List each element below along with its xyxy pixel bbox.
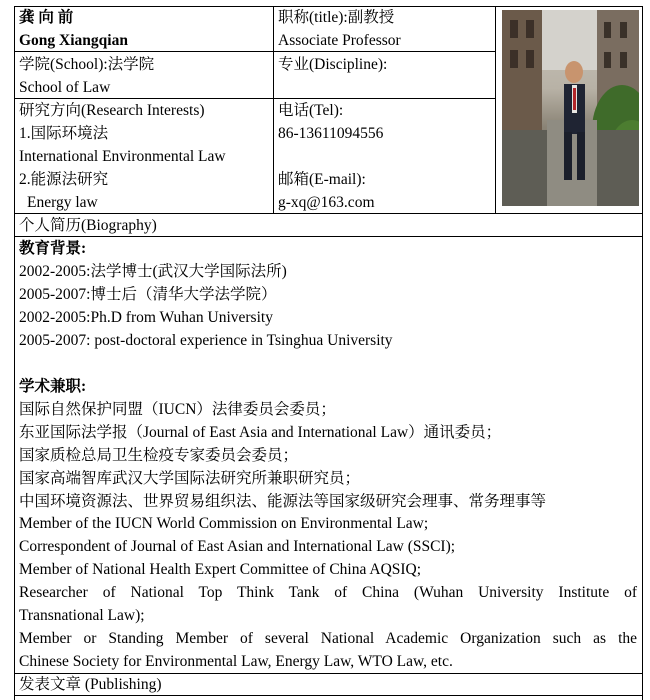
research-item-3: 2.能源法研究 <box>19 171 109 188</box>
academic-item-2: 东亚国际法学报（Journal of East Asia and International Law）通讯委员； <box>19 424 502 441</box>
biography-label: 个人简历(Biography) <box>19 217 157 234</box>
academic-item-1: 国际自然保护同盟（IUCN）法律委员会委员； <box>19 401 336 418</box>
academic-item-12: Chinese Society for Environmental Law, Energy Law, WTO Law, etc. <box>19 653 453 670</box>
discipline-label: 专业(Discipline): <box>278 56 388 73</box>
research-item-2: International Environmental Law <box>19 148 226 165</box>
academic-item-9: Researcher of National Top Think Tank of China (Wuhan University Institute of <box>19 584 637 601</box>
tel-label: 电话(Tel): <box>278 102 344 119</box>
email-label: 邮箱(E-mail): <box>278 171 366 188</box>
education-item-1: 2002-2005:法学博士(武汉大学国际法所) <box>19 263 287 280</box>
email-value: g-xq@163.com <box>278 194 375 211</box>
research-item-4: Energy law <box>27 194 98 211</box>
academic-item-4: 国家高端智库武汉大学国际法研究所兼职研究员； <box>19 470 361 487</box>
school-label: 学院(School):法学院 <box>19 56 155 73</box>
research-label: 研究方向(Research Interests) <box>19 102 205 119</box>
name-cn: 龚 向 前 <box>19 9 74 26</box>
tel-value: 86-13611094556 <box>278 125 384 142</box>
academic-item-3: 国家质检总局卫生检疫专家委员会委员； <box>19 447 299 464</box>
name-en: Gong Xiangqian <box>19 32 128 49</box>
education-heading: 教育背景: <box>19 240 87 257</box>
profile-photo-illustration <box>502 10 639 206</box>
academic-item-7: Correspondent of Journal of East Asian and International Law (SSCI); <box>19 538 456 555</box>
border-right <box>642 6 643 700</box>
academic-item-6: Member of the IUCN World Commission on Environmental Law; <box>19 515 429 532</box>
title-label: 职称(title):副教授 <box>278 9 395 26</box>
education-item-4: 2005-2007: post-doctoral experience in Tsinghua University <box>19 332 393 349</box>
school-value: School of Law <box>19 79 111 96</box>
profile-photo <box>502 10 639 206</box>
education-item-2: 2005-2007:博士后（清华大学法学院） <box>19 286 277 303</box>
border-left <box>14 6 15 700</box>
publishing-label: 发表文章 (Publishing) <box>19 676 162 693</box>
research-item-1: 1.国际环境法 <box>19 125 109 142</box>
academic-item-10: Transnational Law); <box>19 607 145 624</box>
title-en: Associate Professor <box>278 32 401 49</box>
academic-heading: 学术兼职: <box>19 378 87 395</box>
academic-item-8: Member of National Health Expert Committee of China AQSIQ; <box>19 561 422 578</box>
divider-col1 <box>273 6 274 213</box>
academic-item-5: 中国环境资源法、世界贸易组织法、能源法等国家级研究会理事、常务理事等 <box>19 493 547 510</box>
education-item-3: 2002-2005:Ph.D from Wuhan University <box>19 309 273 326</box>
academic-item-11: Member or Standing Member of several National Academic Organization such as the <box>19 630 637 647</box>
divider-col2 <box>495 6 496 213</box>
